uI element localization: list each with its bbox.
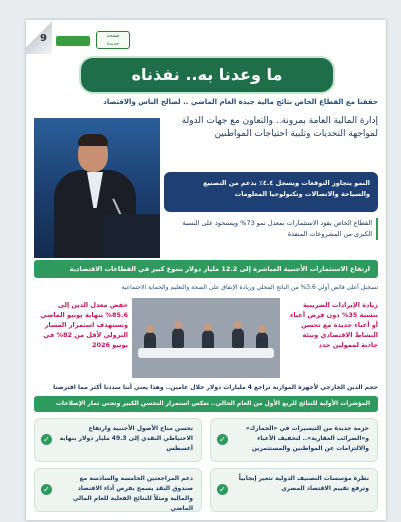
card-text: حزمة جديدة من التيسيرات في «الجمارك» و«الضرائب العقارية».. لتخفيف الأعباء والالتزامات عن المواطنين والمستثمرين (245, 425, 369, 452)
conference-photo (132, 298, 280, 378)
attendee-head (146, 325, 154, 333)
newspaper-page (26, 20, 386, 520)
spending-note: تسجيل أعلى فائض أولي 3.6% من الناتج المحلي وزيادة الإنفاق على الصحة والتعليم والحماية الاجتماعية (121, 284, 378, 291)
external-debt-note: حجم الدين الخارجي لأجهزة الموازنة تراجع 4 مليارات دولار خلال عامين.. وهذا يعني أننا سددنا أكثر مما اقترضنا (53, 384, 378, 391)
brand-logo (96, 31, 130, 49)
main-headline-banner: ما وعدنا به.. نفذناه (81, 58, 333, 92)
publication-tag (56, 36, 90, 46)
person-hair (78, 134, 108, 146)
card-text: نظرة مؤسسات التصنيف الدولية تتغير إيجابياً وترفع تقييم الاقتصاد المصري (238, 475, 369, 492)
info-card (34, 418, 202, 462)
debt-ratio-column: خفض معدل الدين إلى 85.6% بنهاية يونيو الماضي وتستهدف استمرار المسار النزولي لأقل من 82% في يونيو 2026 (40, 301, 128, 349)
fdi-headline-bar: ارتفاع الاستثمارات الأجنبية المباشرة إلى 12.2 مليار دولار بتنوع كبير في القطاعات الاقتصادية (34, 260, 378, 278)
tax-revenue-column: زيادة الإيرادات الضريبية بنسبة 35% دون فرض أعباء أو أعباء جديدة مع تحسن النشاط الاقتصادي وبيئة جاذبة لممولين جدد (290, 301, 378, 349)
growth-highlight-box: النمو يتجاوز التوقعات ويسجل ٤.٤٪ بدعم من التصنيع والسياحة والاتصالات وتكنولوجيا المعلومات (164, 172, 378, 212)
card-text: تحسن مناخ الأصول الأجنبية وارتفاع الاحتياطي النقدي إلى 49.3 مليار دولار بنهاية أغسطس (59, 425, 193, 452)
check-icon: ✓ (41, 434, 52, 445)
check-icon: ✓ (217, 484, 228, 495)
conference-table (138, 348, 274, 358)
check-icon: ✓ (217, 434, 228, 445)
attendee-head (258, 325, 266, 333)
attendee-head (174, 321, 182, 329)
card-text: دعم المراجعتين الخامسة والسادسة مع صندوق النقد يسمح بفرص أداء الاقتصاد والمالية ومثلاً للنتائج الفعلية للعام المالي الماضي (72, 475, 193, 512)
info-card (210, 418, 378, 462)
page-header (34, 28, 378, 50)
page-number: 9 (40, 33, 47, 44)
indicators-bar: المؤشرات الأولية للنتائج للربع الأول من العام الحالي.. تعكس استمرار التحسن الكبير ونجني ثمار الإصلاحات (34, 396, 378, 412)
attendee-figure (172, 328, 184, 348)
check-icon: ✓ (41, 484, 52, 495)
info-card (34, 468, 202, 512)
brand-top: صفحة (106, 33, 120, 39)
subheadline: حققنا مع القطاع الخاص نتائج مالية جيدة العام الماضي .. لصالح الناس والاقتصاد (103, 98, 378, 106)
podium (104, 214, 160, 258)
lead-paragraph: إدارة المالية العامة بمرونة.. والتعاون مع جهات الدولة لمواجهة التحديات وتلبية احتياجات المواطنين (181, 116, 378, 139)
attendee-figure (232, 328, 244, 348)
attendee-head (204, 323, 212, 331)
attendee-figure (202, 330, 214, 350)
brand-bottom: جديدة (106, 41, 120, 47)
attendee-head (234, 321, 242, 329)
minister-photo (34, 118, 160, 258)
info-card (210, 468, 378, 512)
private-sector-note: القطاع الخاص يقود الاستثمارات بمعدل نمو 73% ويستحوذ على النسبة الكبرى من المشروعات المنفذة (164, 218, 378, 240)
